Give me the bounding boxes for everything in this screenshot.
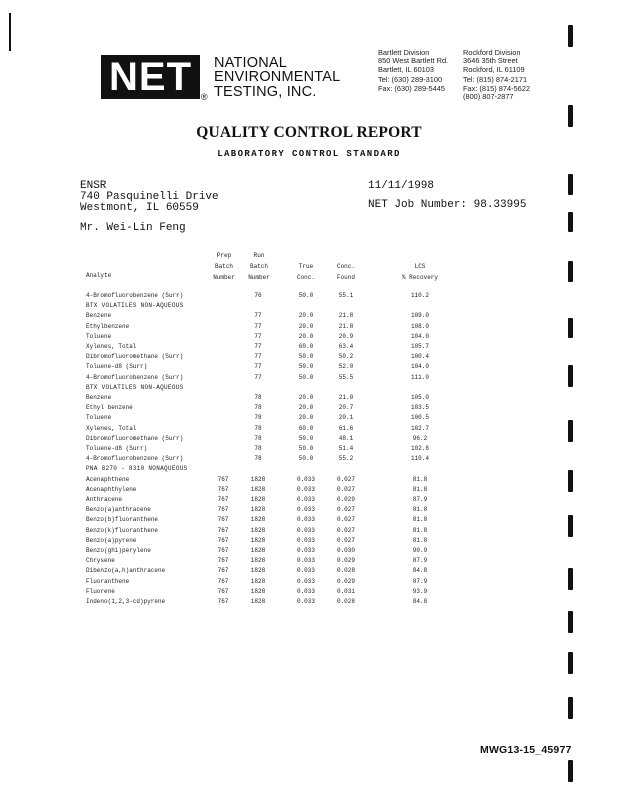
recovery-cell: 104.0	[410, 363, 429, 371]
analyte-cell: Fluoranthene	[86, 577, 130, 585]
recovery-cell: 87.9	[412, 557, 428, 565]
table-row	[0, 526, 618, 536]
recovery-cell: 81.8	[412, 516, 428, 524]
run-batch-cell: 1828	[250, 557, 266, 565]
client-street: 740 Pasquinelli Drive	[80, 191, 219, 203]
recovery-cell: 110.2	[410, 292, 429, 299]
recovery-cell: 102.7	[410, 424, 429, 432]
prep-batch-cell: 767	[217, 598, 229, 605]
analyte-cell: Benzo(k)fluoranthene	[86, 526, 159, 534]
true-conc-cell: 20.0	[298, 394, 314, 401]
run-batch-cell: 77	[254, 312, 262, 320]
report-date: 11/11/1998	[368, 180, 435, 192]
run-batch-cell: 1828	[250, 577, 266, 585]
true-conc-cell: 60.0	[298, 343, 314, 350]
run-batch-cell: 78	[254, 404, 262, 412]
bartlett-tel: Tel: (630) 289-3100	[378, 75, 443, 85]
conc-found-cell: 0.027	[336, 475, 355, 483]
bartlett-street: 850 West Bartlett Rd.	[378, 56, 449, 66]
table-row	[0, 413, 618, 423]
table-row	[0, 495, 618, 505]
conc-found-cell: 0.028	[336, 598, 355, 605]
conc-found-cell: 0.027	[336, 506, 355, 514]
prep-batch-cell: 767	[217, 567, 229, 575]
true-conc-cell: 50.0	[298, 353, 314, 361]
margin-mark	[9, 13, 11, 51]
table-row	[0, 536, 618, 546]
table-row	[0, 515, 618, 525]
analyte-cell: Toluene-d8 (Surr)	[86, 363, 148, 371]
true-conc-cell: 0.033	[296, 557, 315, 565]
client-contact: Mr. Wei-Lin Feng	[80, 222, 186, 234]
recovery-cell: 87.9	[412, 496, 428, 503]
analyte-cell: Benzo(a)pyrene	[86, 536, 137, 544]
recovery-cell: 102.8	[410, 445, 429, 452]
recovery-cell: 96.2	[412, 434, 428, 442]
analyte-cell: Dibenzo(a,h)anthracene	[86, 567, 166, 575]
analyte-cell: 4-Bromofluorobenzene (Surr)	[86, 455, 184, 463]
recovery-cell: 90.9	[412, 547, 428, 554]
recovery-cell: 84.8	[412, 567, 428, 575]
true-conc-cell: 20.0	[298, 312, 314, 320]
recovery-cell: 108.0	[410, 322, 429, 330]
prep-batch-cell: 767	[217, 526, 229, 534]
table-row	[0, 373, 618, 383]
analyte-cell: Xylenes, Total	[86, 343, 137, 350]
conc-found-cell: 0.029	[336, 577, 355, 585]
true-conc-cell: 0.033	[296, 587, 315, 595]
analyte-cell: Benzene	[86, 312, 112, 320]
table-row	[0, 556, 618, 566]
company-logo: NET	[101, 55, 200, 99]
true-conc-cell: 50.0	[298, 373, 314, 381]
table-row	[0, 454, 618, 464]
punch-mark	[568, 174, 573, 195]
table-row	[0, 342, 618, 352]
bartlett-city: Bartlett, IL 60103	[378, 64, 435, 74]
recovery-cell: 103.5	[410, 404, 429, 412]
analyte-cell: Benzo(ghi)perylene	[86, 547, 151, 554]
analyte-cell: Acenaphthylene	[86, 485, 137, 493]
recovery-cell: 81.8	[412, 506, 428, 514]
table-row	[0, 352, 618, 362]
prep-batch-cell: 767	[217, 506, 229, 514]
table-row	[0, 566, 618, 576]
rockford-street: 3646 35th Street	[463, 56, 518, 66]
true-conc-cell: 0.033	[296, 485, 315, 493]
analyte-cell: Dibromofluoromethane (Surr)	[86, 353, 184, 361]
conc-found-cell: 20.9	[338, 332, 354, 340]
punch-mark	[568, 760, 573, 782]
analyte-cell: Benzene	[86, 394, 112, 401]
conc-found-cell: 0.031	[336, 587, 355, 595]
table-row	[0, 322, 618, 332]
run-batch-cell: 78	[254, 455, 262, 463]
rockford-tel: Tel: (815) 874-2171	[463, 75, 528, 85]
conc-found-cell: 55.1	[338, 292, 354, 299]
punch-mark	[568, 697, 573, 719]
run-batch-cell: 1828	[250, 547, 266, 554]
analyte-cell: PNA 8270 - 8310 NONAQUEOUS	[86, 465, 188, 473]
prep-batch-cell: 767	[217, 475, 229, 483]
run-batch-cell: 77	[254, 322, 262, 330]
table-row	[0, 485, 618, 495]
table-row	[0, 434, 618, 444]
analyte-cell: 4-Bromofluorobenzene (Surr)	[86, 373, 184, 381]
col-header-true-1: True	[298, 263, 314, 270]
analyte-cell: Chrysene	[86, 557, 115, 565]
prep-batch-cell: 767	[217, 516, 229, 524]
true-conc-cell: 50.0	[298, 292, 314, 299]
true-conc-cell: 20.0	[298, 404, 314, 412]
table-row	[0, 362, 618, 372]
run-batch-cell: 77	[254, 343, 262, 350]
run-batch-cell: 1828	[250, 526, 266, 534]
conc-found-cell: 0.027	[336, 516, 355, 524]
analyte-cell: Xylenes, Total	[86, 424, 137, 432]
true-conc-cell: 50.0	[298, 434, 314, 442]
recovery-cell: 100.4	[410, 353, 429, 361]
conc-found-cell: 55.2	[338, 455, 354, 463]
true-conc-cell: 20.0	[298, 414, 314, 422]
true-conc-cell: 0.033	[296, 536, 315, 544]
bartlett-division-address	[378, 49, 448, 93]
analyte-cell: Dibromofluoromethane (Surr)	[86, 434, 184, 442]
section-header-row	[0, 464, 618, 474]
analyte-cell: Toluene-d8 (Surr)	[86, 445, 148, 452]
table-row	[0, 393, 618, 403]
conc-found-cell: 48.1	[338, 434, 354, 442]
job-number: NET Job Number: 98.33995	[368, 199, 527, 211]
recovery-cell: 81.8	[412, 526, 428, 534]
run-batch-cell: 1828	[250, 567, 266, 575]
prep-batch-cell: 767	[217, 536, 229, 544]
true-conc-cell: 0.033	[296, 506, 315, 514]
analyte-cell: Ethyl benzene	[86, 404, 133, 412]
conc-found-cell: 21.0	[338, 394, 354, 401]
col-header-run-batch	[246, 250, 272, 283]
registered-mark: ®	[201, 92, 208, 102]
run-batch-cell: 1828	[250, 496, 266, 503]
rockford-tollfree: (800) 807-2877	[463, 92, 514, 102]
punch-mark	[568, 611, 573, 633]
conc-found-cell: 61.6	[338, 424, 354, 432]
prep-batch-cell: 767	[217, 485, 229, 493]
recovery-cell: 105.7	[410, 343, 429, 350]
analyte-cell: Indeno(1,2,3-cd)pyrene	[86, 598, 166, 605]
conc-found-cell: 50.2	[338, 353, 354, 361]
true-conc-cell: 0.033	[296, 526, 315, 534]
analyte-cell: Benzo(a)anthracene	[86, 506, 151, 514]
report-title: QUALITY CONTROL REPORT	[196, 124, 422, 141]
run-batch-cell: 78	[254, 424, 262, 432]
recovery-cell: 105.0	[410, 394, 429, 401]
table-row	[0, 403, 618, 413]
table-row	[0, 332, 618, 342]
conc-found-cell: 0.028	[336, 567, 355, 575]
prep-batch-cell: 767	[217, 496, 229, 503]
col-header-prep-3: Number	[213, 274, 235, 281]
bartlett-name: Bartlett Division	[378, 48, 430, 57]
run-batch-cell: 77	[254, 373, 262, 381]
table-row	[0, 444, 618, 454]
col-header-found-1: Conc.	[336, 263, 355, 270]
run-batch-cell: 1828	[250, 536, 266, 544]
conc-found-cell: 55.5	[338, 373, 354, 381]
conc-found-cell: 21.8	[338, 322, 354, 330]
recovery-cell: 109.0	[410, 312, 429, 320]
table-row	[0, 577, 618, 587]
col-header-prep-batch	[211, 250, 237, 283]
recovery-cell: 84.8	[412, 598, 428, 605]
recovery-cell: 111.0	[410, 373, 429, 381]
run-batch-cell: 1828	[250, 506, 266, 514]
analyte-cell: Fluorene	[86, 587, 115, 595]
recovery-cell: 87.9	[412, 577, 428, 585]
true-conc-cell: 0.033	[296, 516, 315, 524]
col-header-lcs-recovery	[398, 261, 442, 283]
rockford-city: Rockford, IL 61109	[463, 64, 525, 74]
run-batch-cell: 1828	[250, 516, 266, 524]
rockford-name: Rockford Division	[463, 48, 521, 57]
table-row	[0, 546, 618, 556]
prep-batch-cell: 767	[217, 587, 229, 595]
conc-found-cell: 0.029	[336, 557, 355, 565]
col-header-run-1: Run	[253, 252, 265, 259]
recovery-cell: 104.0	[410, 332, 429, 340]
run-batch-cell: 78	[254, 394, 262, 401]
true-conc-cell: 0.033	[296, 496, 315, 503]
punch-mark	[568, 25, 573, 47]
run-batch-cell: 78	[254, 434, 262, 442]
report-subtitle: LABORATORY CONTROL STANDARD	[217, 149, 401, 159]
bartlett-fax: Fax: (630) 289-5445	[378, 83, 445, 93]
company-name-line3: TESTING, INC.	[214, 84, 317, 100]
conc-found-cell: 0.030	[336, 547, 355, 554]
table-row	[0, 475, 618, 485]
col-header-prep-1: Prep	[216, 252, 232, 259]
run-batch-cell: 77	[254, 332, 262, 340]
col-header-conc-found	[333, 261, 359, 283]
prep-batch-cell: 767	[217, 577, 229, 585]
run-batch-cell: 78	[254, 414, 262, 422]
table-row	[0, 505, 618, 515]
true-conc-cell: 20.0	[298, 332, 314, 340]
conc-found-cell: 52.0	[338, 363, 354, 371]
true-conc-cell: 20.0	[298, 322, 314, 330]
document-id: MWG13-15_45977	[480, 744, 572, 756]
true-conc-cell: 0.033	[296, 598, 315, 605]
run-batch-cell: 1828	[250, 475, 266, 483]
col-header-run-3: Number	[248, 274, 270, 281]
col-header-run-2: Batch	[249, 263, 268, 270]
col-header-prep-2: Batch	[214, 263, 233, 270]
true-conc-cell: 0.033	[296, 567, 315, 575]
run-batch-cell: 1828	[250, 587, 266, 595]
recovery-cell: 81.8	[412, 475, 428, 483]
table-row	[0, 424, 618, 434]
recovery-cell: 100.5	[410, 414, 429, 422]
run-batch-cell: 1828	[250, 598, 266, 605]
analyte-cell: Benzo(b)fluoranthene	[86, 516, 159, 524]
run-batch-cell: 77	[254, 363, 262, 371]
conc-found-cell: 0.027	[336, 485, 355, 493]
analyte-cell: BTX VOLATILES NON-AQUEOUS	[86, 383, 184, 391]
recovery-cell: 93.9	[412, 587, 428, 595]
true-conc-cell: 50.0	[298, 445, 314, 452]
conc-found-cell: 51.4	[338, 445, 354, 452]
analyte-cell: Anthracene	[86, 496, 123, 503]
punch-mark	[568, 212, 573, 232]
prep-batch-cell: 767	[217, 547, 229, 554]
client-city: Westmont, IL 60559	[80, 202, 199, 214]
section-header-row	[0, 301, 618, 311]
conc-found-cell: 21.8	[338, 312, 354, 320]
table-row	[0, 311, 618, 321]
company-name-line2: ENVIRONMENTAL	[214, 69, 341, 85]
punch-mark	[568, 652, 573, 674]
run-batch-cell: 77	[254, 353, 262, 361]
rockford-fax: Fax: (815) 874-5622	[463, 83, 530, 93]
table-row	[0, 597, 618, 607]
client-name: ENSR	[80, 180, 107, 192]
run-batch-cell: 1828	[250, 485, 266, 493]
table-row	[0, 291, 618, 301]
analyte-cell: 4-Bromofluorobenzene (Surr)	[86, 292, 184, 299]
col-header-found-2: Found	[336, 274, 355, 281]
analyte-cell: Acenaphthene	[86, 475, 130, 483]
conc-found-cell: 0.027	[336, 536, 355, 544]
true-conc-cell: 60.0	[298, 424, 314, 432]
run-batch-cell: 76	[254, 292, 262, 299]
recovery-cell: 110.4	[410, 455, 429, 463]
conc-found-cell: 20.7	[338, 404, 354, 412]
true-conc-cell: 0.033	[296, 577, 315, 585]
true-conc-cell: 50.0	[298, 455, 314, 463]
recovery-cell: 81.8	[412, 485, 428, 493]
prep-batch-cell: 767	[217, 557, 229, 565]
conc-found-cell: 0.029	[336, 496, 355, 503]
true-conc-cell: 0.033	[296, 547, 315, 554]
col-header-rec-1: LCS	[414, 263, 426, 270]
col-header-rec-2: % Recovery	[401, 274, 438, 281]
company-name-line1: NATIONAL	[214, 55, 288, 71]
col-header-true-2: Conc.	[296, 274, 315, 281]
conc-found-cell: 0.027	[336, 526, 355, 534]
analyte-cell: BTX VOLATILES NON-AQUEOUS	[86, 302, 184, 310]
table-row	[0, 587, 618, 597]
rockford-division-address	[463, 49, 530, 101]
conc-found-cell: 20.1	[338, 414, 354, 422]
col-header-analyte: Analyte	[86, 272, 112, 279]
run-batch-cell: 78	[254, 445, 262, 452]
analyte-cell: Toluene	[86, 414, 112, 422]
conc-found-cell: 63.4	[338, 343, 354, 350]
analyte-cell: Ethylbenzene	[86, 322, 130, 330]
section-header-row	[0, 383, 618, 393]
recovery-cell: 81.8	[412, 536, 428, 544]
col-header-true-conc	[293, 261, 319, 283]
punch-mark	[568, 261, 573, 282]
analyte-cell: Toluene	[86, 332, 112, 340]
true-conc-cell: 0.033	[296, 475, 315, 483]
true-conc-cell: 50.0	[298, 363, 314, 371]
